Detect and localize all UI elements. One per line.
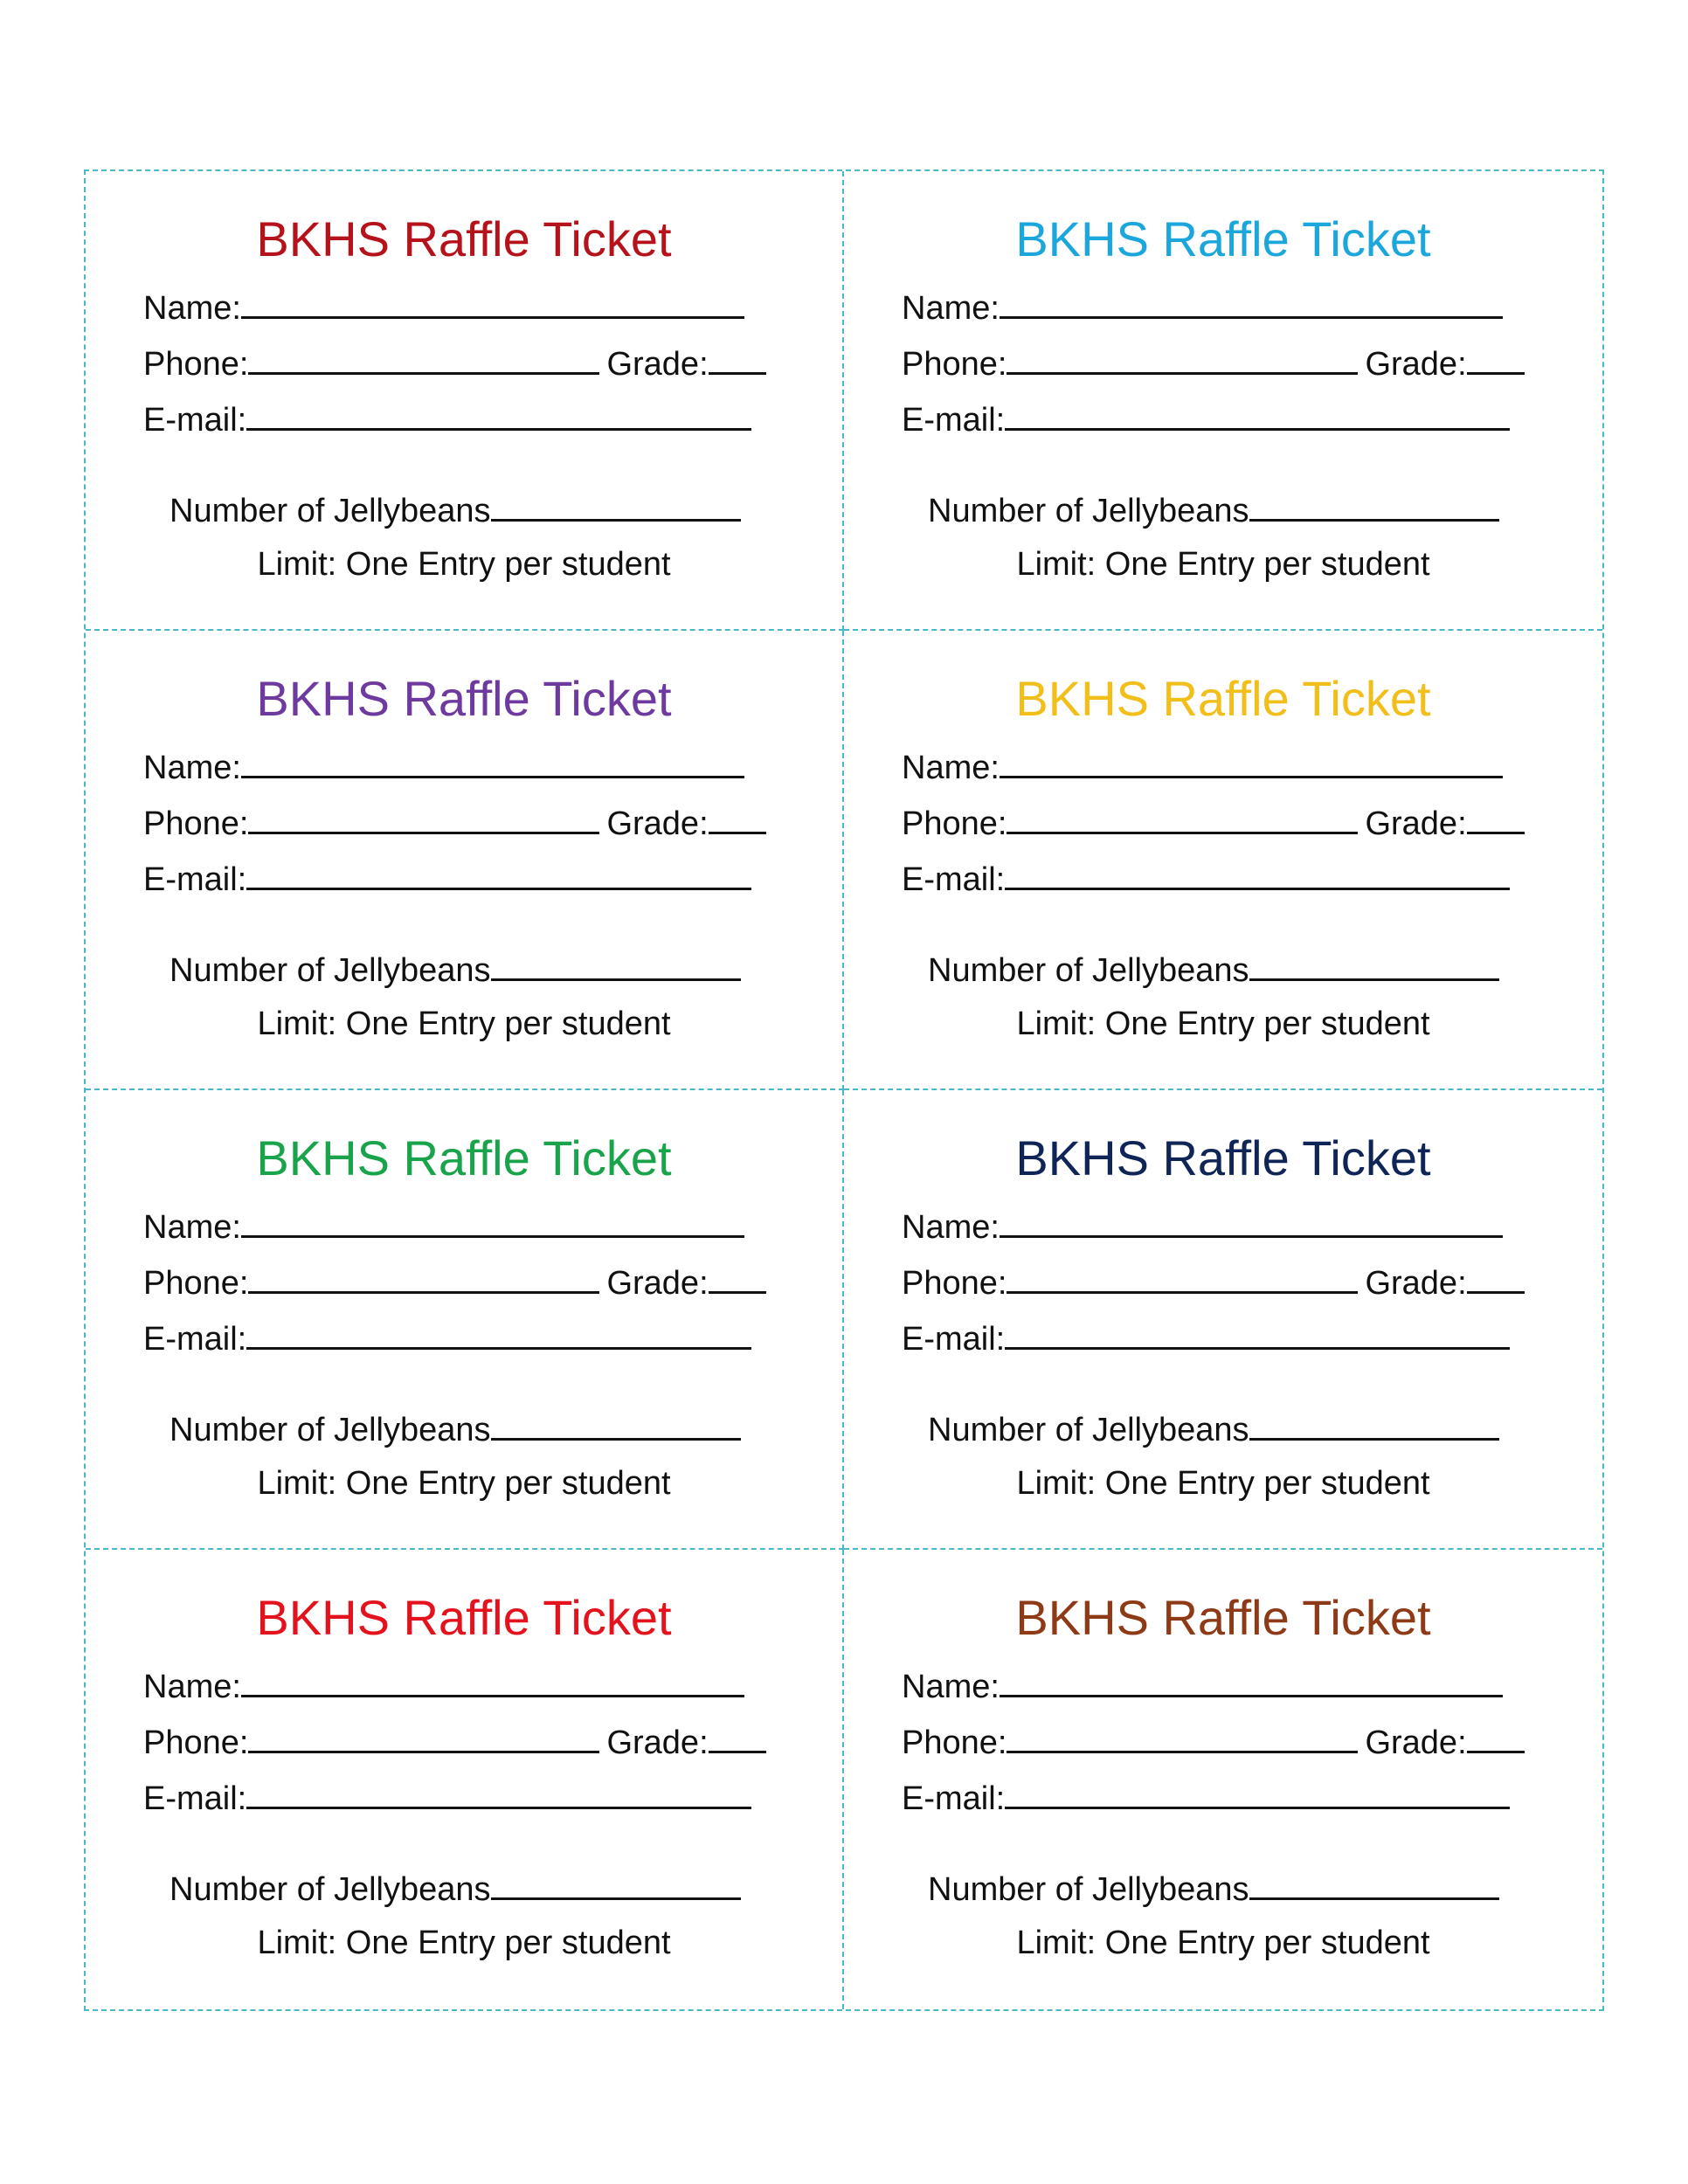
jellybeans-field xyxy=(169,1868,741,1909)
name-blank xyxy=(1000,746,1503,778)
grade-blank xyxy=(709,1261,766,1294)
jellybeans-blank xyxy=(1249,1408,1499,1441)
email-field xyxy=(902,1777,1510,1818)
phone-grade-row xyxy=(143,1721,766,1762)
phone-grade-row xyxy=(902,1721,1525,1762)
email-blank xyxy=(1005,1317,1510,1350)
jellybeans-field xyxy=(169,1408,741,1449)
raffle-ticket xyxy=(844,631,1602,1090)
raffle-ticket xyxy=(86,631,844,1090)
raffle-ticket xyxy=(844,171,1602,631)
ticket-title: BKHS Raffle Ticket xyxy=(256,671,672,726)
grade-label: Grade: xyxy=(1365,1265,1467,1302)
entry-limit-note: Limit: One Entry per student xyxy=(1016,546,1430,583)
name-label: Name: xyxy=(902,1669,1000,1705)
jellybeans-label: Number of Jellybeans xyxy=(928,1412,1249,1448)
jellybeans-label: Number of Jellybeans xyxy=(928,493,1249,529)
email-blank xyxy=(246,858,751,890)
jellybeans-blank xyxy=(1249,949,1499,981)
grade-blank xyxy=(1467,1721,1525,1753)
name-blank xyxy=(1000,287,1503,319)
raffle-ticket-sheet xyxy=(84,169,1604,2011)
phone-blank xyxy=(248,1721,599,1753)
jellybeans-label: Number of Jellybeans xyxy=(169,952,491,989)
jellybeans-label: Number of Jellybeans xyxy=(169,1871,491,1908)
name-field xyxy=(902,1665,1503,1706)
phone-label: Phone: xyxy=(902,1265,1007,1302)
email-field xyxy=(143,398,751,439)
grade-blank xyxy=(1467,1261,1525,1294)
grade-label: Grade: xyxy=(606,1724,709,1761)
name-field xyxy=(143,1206,744,1247)
jellybeans-field xyxy=(928,489,1499,530)
phone-grade-row xyxy=(143,342,766,384)
raffle-ticket xyxy=(86,171,844,631)
email-label: E-mail: xyxy=(143,1780,247,1817)
grade-blank xyxy=(709,342,766,375)
grade-blank xyxy=(709,1721,766,1753)
phone-blank xyxy=(1007,342,1358,375)
raffle-ticket xyxy=(86,1550,844,2009)
raffle-ticket xyxy=(844,1090,1602,1550)
entry-limit-note: Limit: One Entry per student xyxy=(1016,1925,1430,1961)
jellybeans-blank xyxy=(1249,1868,1499,1900)
email-field xyxy=(143,858,751,899)
email-blank xyxy=(246,1317,751,1350)
phone-blank xyxy=(248,802,599,834)
ticket-title: BKHS Raffle Ticket xyxy=(1015,1590,1431,1645)
email-label: E-mail: xyxy=(902,861,1006,898)
grade-label: Grade: xyxy=(1365,1724,1467,1761)
grade-blank xyxy=(1467,342,1525,375)
phone-label: Phone: xyxy=(143,1265,249,1302)
email-blank xyxy=(1005,1777,1510,1809)
entry-limit-note: Limit: One Entry per student xyxy=(257,1465,671,1502)
grade-label: Grade: xyxy=(1365,346,1467,383)
email-label: E-mail: xyxy=(143,402,247,439)
phone-label: Phone: xyxy=(902,805,1007,842)
grade-label: Grade: xyxy=(606,1265,709,1302)
jellybeans-label: Number of Jellybeans xyxy=(169,1412,491,1448)
grade-blank xyxy=(1467,802,1525,834)
name-field xyxy=(902,287,1503,328)
email-blank xyxy=(1005,398,1510,431)
entry-limit-note: Limit: One Entry per student xyxy=(257,546,671,583)
ticket-title: BKHS Raffle Ticket xyxy=(256,211,672,266)
jellybeans-field xyxy=(928,1408,1499,1449)
name-label: Name: xyxy=(143,290,241,327)
name-blank xyxy=(241,1206,744,1238)
grade-label: Grade: xyxy=(606,346,709,383)
phone-label: Phone: xyxy=(902,1724,1007,1761)
email-field xyxy=(143,1317,751,1358)
ticket-title: BKHS Raffle Ticket xyxy=(1015,211,1431,266)
email-field xyxy=(902,1317,1510,1358)
ticket-title: BKHS Raffle Ticket xyxy=(1015,1130,1431,1185)
jellybeans-label: Number of Jellybeans xyxy=(169,493,491,529)
entry-limit-note: Limit: One Entry per student xyxy=(1016,1465,1430,1502)
jellybeans-blank xyxy=(1249,489,1499,522)
name-field xyxy=(143,746,744,787)
name-field xyxy=(143,1665,744,1706)
raffle-ticket xyxy=(844,1550,1602,2009)
email-field xyxy=(902,858,1510,899)
raffle-ticket xyxy=(86,1090,844,1550)
email-blank xyxy=(246,398,751,431)
name-label: Name: xyxy=(143,750,241,786)
name-blank xyxy=(241,746,744,778)
name-label: Name: xyxy=(143,1669,241,1705)
jellybeans-field xyxy=(169,489,741,530)
jellybeans-blank xyxy=(491,1868,741,1900)
phone-grade-row xyxy=(143,1261,766,1303)
phone-grade-row xyxy=(902,802,1525,843)
entry-limit-note: Limit: One Entry per student xyxy=(257,1006,671,1042)
grade-label: Grade: xyxy=(1365,805,1467,842)
name-field xyxy=(902,1206,1503,1247)
name-label: Name: xyxy=(902,290,1000,327)
ticket-title: BKHS Raffle Ticket xyxy=(256,1590,672,1645)
jellybeans-label: Number of Jellybeans xyxy=(928,952,1249,989)
phone-blank xyxy=(1007,1261,1358,1294)
phone-blank xyxy=(248,1261,599,1294)
email-label: E-mail: xyxy=(143,861,247,898)
phone-label: Phone: xyxy=(902,346,1007,383)
name-blank xyxy=(1000,1665,1503,1697)
jellybeans-blank xyxy=(491,1408,741,1441)
email-label: E-mail: xyxy=(902,402,1006,439)
name-field xyxy=(902,746,1503,787)
name-blank xyxy=(1000,1206,1503,1238)
name-blank xyxy=(241,1665,744,1697)
email-field xyxy=(902,398,1510,439)
entry-limit-note: Limit: One Entry per student xyxy=(1016,1006,1430,1042)
phone-grade-row xyxy=(902,342,1525,384)
grade-label: Grade: xyxy=(606,805,709,842)
phone-label: Phone: xyxy=(143,1724,249,1761)
name-field xyxy=(143,287,744,328)
email-blank xyxy=(1005,858,1510,890)
name-label: Name: xyxy=(902,750,1000,786)
phone-grade-row xyxy=(143,802,766,843)
jellybeans-blank xyxy=(491,949,741,981)
name-label: Name: xyxy=(902,1209,1000,1246)
phone-blank xyxy=(1007,1721,1358,1753)
jellybeans-blank xyxy=(491,489,741,522)
grade-blank xyxy=(709,802,766,834)
name-label: Name: xyxy=(143,1209,241,1246)
jellybeans-label: Number of Jellybeans xyxy=(928,1871,1249,1908)
jellybeans-field xyxy=(928,1868,1499,1909)
ticket-title: BKHS Raffle Ticket xyxy=(1015,671,1431,726)
email-label: E-mail: xyxy=(902,1780,1006,1817)
phone-blank xyxy=(248,342,599,375)
email-label: E-mail: xyxy=(143,1321,247,1358)
name-blank xyxy=(241,287,744,319)
email-blank xyxy=(246,1777,751,1809)
ticket-title: BKHS Raffle Ticket xyxy=(256,1130,672,1185)
jellybeans-field xyxy=(928,949,1499,990)
phone-label: Phone: xyxy=(143,805,249,842)
phone-label: Phone: xyxy=(143,346,249,383)
email-field xyxy=(143,1777,751,1818)
email-label: E-mail: xyxy=(902,1321,1006,1358)
jellybeans-field xyxy=(169,949,741,990)
phone-blank xyxy=(1007,802,1358,834)
phone-grade-row xyxy=(902,1261,1525,1303)
entry-limit-note: Limit: One Entry per student xyxy=(257,1925,671,1961)
